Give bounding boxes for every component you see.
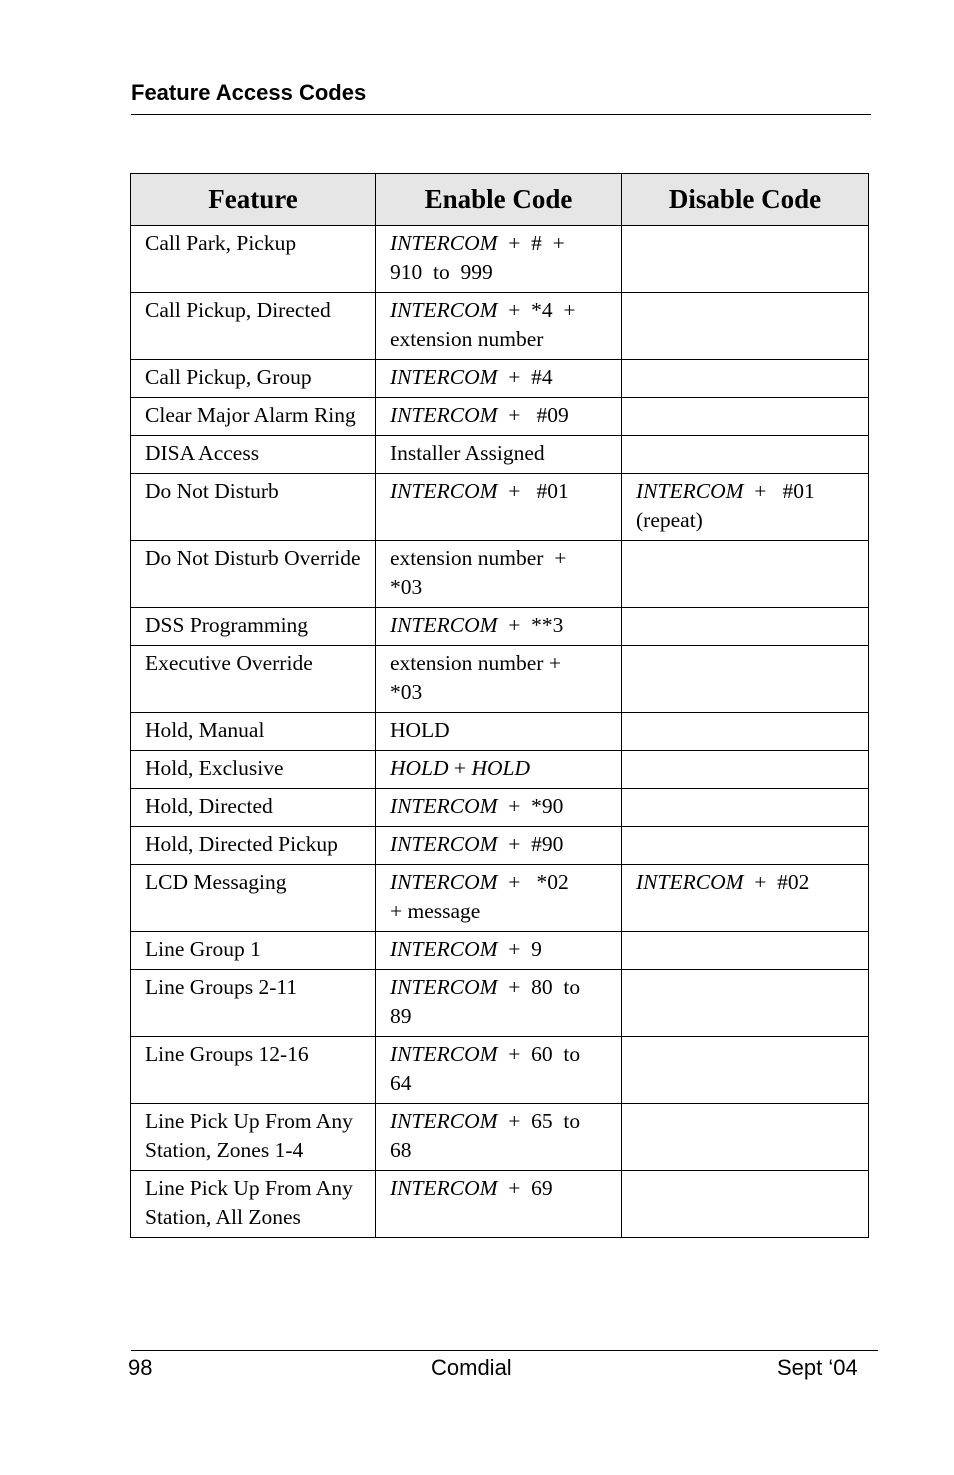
feature-cell: Call Pickup, Group xyxy=(131,360,376,398)
feature-cell: Call Pickup, Directed xyxy=(131,293,376,360)
code-segment: INTERCOM xyxy=(390,298,498,322)
enable-code-cell xyxy=(376,827,622,865)
feature-cell: Hold, Directed Pickup xyxy=(131,827,376,865)
code-segment: INTERCOM xyxy=(636,870,744,894)
table-header-row xyxy=(131,174,869,226)
enable-code-cell xyxy=(376,646,622,713)
feature-cell: DISA Access xyxy=(131,436,376,474)
table-row xyxy=(131,360,869,398)
header-divider xyxy=(131,114,871,115)
feature-cell: DSS Programming xyxy=(131,608,376,646)
code-segment: + **3 xyxy=(497,613,564,637)
enable-code-cell xyxy=(376,932,622,970)
feature-cell: LCD Messaging xyxy=(131,865,376,932)
code-segment: INTERCOM xyxy=(390,1042,498,1066)
code-segment: 910 to 999 xyxy=(390,260,493,284)
disable-code-cell xyxy=(622,827,869,865)
table-row xyxy=(131,713,869,751)
enable-code-cell xyxy=(376,398,622,436)
table-row xyxy=(131,646,869,713)
code-segment: *03 xyxy=(390,575,423,599)
code-segment: *03 xyxy=(390,680,423,704)
feature-cell: Executive Override xyxy=(131,646,376,713)
table-row xyxy=(131,608,869,646)
code-segment: + # + xyxy=(497,231,565,255)
code-segment: extension number + xyxy=(390,546,567,570)
disable-code-cell xyxy=(622,293,869,360)
code-segment: extension number xyxy=(390,327,544,351)
code-segment: extension number + xyxy=(390,651,561,675)
feature-cell: Hold, Manual xyxy=(131,713,376,751)
disable-code-cell xyxy=(622,436,869,474)
disable-code-cell xyxy=(622,932,869,970)
code-segment: INTERCOM xyxy=(390,1109,498,1133)
table-row xyxy=(131,932,869,970)
table-row xyxy=(131,970,869,1037)
feature-cell: Line Groups 12-16 xyxy=(131,1037,376,1104)
disable-code-cell xyxy=(622,713,869,751)
enable-code-cell xyxy=(376,226,622,293)
disable-code-cell xyxy=(622,970,869,1037)
code-segment: + #01 xyxy=(743,479,815,503)
disable-code-cell xyxy=(622,865,869,932)
table-row xyxy=(131,398,869,436)
footer-date: Sept ‘04 xyxy=(777,1355,858,1380)
enable-code-cell xyxy=(376,293,622,360)
enable-code-cell xyxy=(376,713,622,751)
enable-code-cell xyxy=(376,1037,622,1104)
table-row xyxy=(131,1104,869,1171)
code-segment: + #4 xyxy=(497,365,553,389)
code-segment: INTERCOM xyxy=(390,975,498,999)
footer-page-number: 98 xyxy=(128,1355,153,1380)
feature-access-codes-table xyxy=(130,173,869,1238)
enable-code-cell xyxy=(376,608,622,646)
code-segment: HOLD xyxy=(390,718,450,742)
code-segment: + #90 xyxy=(497,832,564,856)
column-header-disable-code: Disable Code xyxy=(622,174,869,226)
disable-code-cell xyxy=(622,474,869,541)
enable-code-cell xyxy=(376,970,622,1037)
table-row xyxy=(131,751,869,789)
page-header-title: Feature Access Codes xyxy=(131,80,367,105)
disable-code-cell xyxy=(622,1171,869,1238)
code-segment: + *4 + xyxy=(497,298,576,322)
code-segment: 64 xyxy=(390,1071,412,1095)
disable-code-cell xyxy=(622,789,869,827)
feature-cell: Hold, Exclusive xyxy=(131,751,376,789)
disable-code-cell xyxy=(622,646,869,713)
code-segment: INTERCOM xyxy=(390,613,498,637)
disable-code-cell xyxy=(622,398,869,436)
footer-divider xyxy=(131,1350,878,1351)
feature-cell: Hold, Directed xyxy=(131,789,376,827)
code-segment: + #09 xyxy=(497,403,569,427)
table-row xyxy=(131,474,869,541)
code-segment: Installer Assigned xyxy=(390,441,545,465)
disable-code-cell xyxy=(622,751,869,789)
code-segment: + 65 to xyxy=(497,1109,581,1133)
feature-cell: Line Pick Up From Any Station, Zones 1-4 xyxy=(131,1104,376,1171)
code-segment: + *02 xyxy=(497,870,569,894)
table-row xyxy=(131,436,869,474)
code-segment: INTERCOM xyxy=(390,870,498,894)
code-segment: INTERCOM xyxy=(390,479,498,503)
table-row xyxy=(131,541,869,608)
code-segment: + #02 xyxy=(743,870,810,894)
disable-code-cell xyxy=(622,226,869,293)
code-segment: + 60 to xyxy=(497,1042,581,1066)
code-segment: + 80 to xyxy=(497,975,581,999)
table-row xyxy=(131,789,869,827)
code-segment: + 69 xyxy=(497,1176,553,1200)
column-header-enable-code: Enable Code xyxy=(376,174,622,226)
feature-cell: Do Not Disturb xyxy=(131,474,376,541)
disable-code-cell xyxy=(622,1104,869,1171)
column-header-feature: Feature xyxy=(131,174,376,226)
code-segment: HOLD xyxy=(471,756,530,780)
enable-code-cell xyxy=(376,360,622,398)
code-segment: INTERCOM xyxy=(390,937,498,961)
code-segment: + #01 xyxy=(497,479,569,503)
table-row xyxy=(131,1171,869,1238)
table-row xyxy=(131,865,869,932)
code-segment: + *90 xyxy=(497,794,564,818)
code-segment: 68 xyxy=(390,1138,412,1162)
enable-code-cell xyxy=(376,474,622,541)
enable-code-cell xyxy=(376,1171,622,1238)
code-segment: + message xyxy=(390,899,481,923)
table-body xyxy=(131,226,869,1238)
code-segment: INTERCOM xyxy=(636,479,744,503)
feature-cell: Do Not Disturb Override xyxy=(131,541,376,608)
code-segment: INTERCOM xyxy=(390,1176,498,1200)
disable-code-cell xyxy=(622,1037,869,1104)
enable-code-cell xyxy=(376,1104,622,1171)
table-row xyxy=(131,827,869,865)
code-segment: INTERCOM xyxy=(390,365,498,389)
footer-company: Comdial xyxy=(431,1355,512,1380)
code-segment: + 9 xyxy=(497,937,542,961)
feature-cell: Line Pick Up From Any Station, All Zones xyxy=(131,1171,376,1238)
code-segment: 89 xyxy=(390,1004,412,1028)
disable-code-cell xyxy=(622,608,869,646)
enable-code-cell xyxy=(376,436,622,474)
table-row xyxy=(131,226,869,293)
enable-code-cell xyxy=(376,751,622,789)
feature-cell: Clear Major Alarm Ring xyxy=(131,398,376,436)
enable-code-cell xyxy=(376,541,622,608)
code-segment: INTERCOM xyxy=(390,832,498,856)
enable-code-cell xyxy=(376,789,622,827)
table-row xyxy=(131,293,869,360)
feature-cell: Call Park, Pickup xyxy=(131,226,376,293)
code-segment: (repeat) xyxy=(636,508,703,532)
code-segment: INTERCOM xyxy=(390,231,498,255)
code-segment: INTERCOM xyxy=(390,794,498,818)
enable-code-cell xyxy=(376,865,622,932)
disable-code-cell xyxy=(622,541,869,608)
code-segment: HOLD xyxy=(390,756,449,780)
feature-cell: Line Group 1 xyxy=(131,932,376,970)
table-row xyxy=(131,1037,869,1104)
code-segment: INTERCOM xyxy=(390,403,498,427)
feature-cell: Line Groups 2-11 xyxy=(131,970,376,1037)
code-segment: + xyxy=(448,756,472,780)
disable-code-cell xyxy=(622,360,869,398)
